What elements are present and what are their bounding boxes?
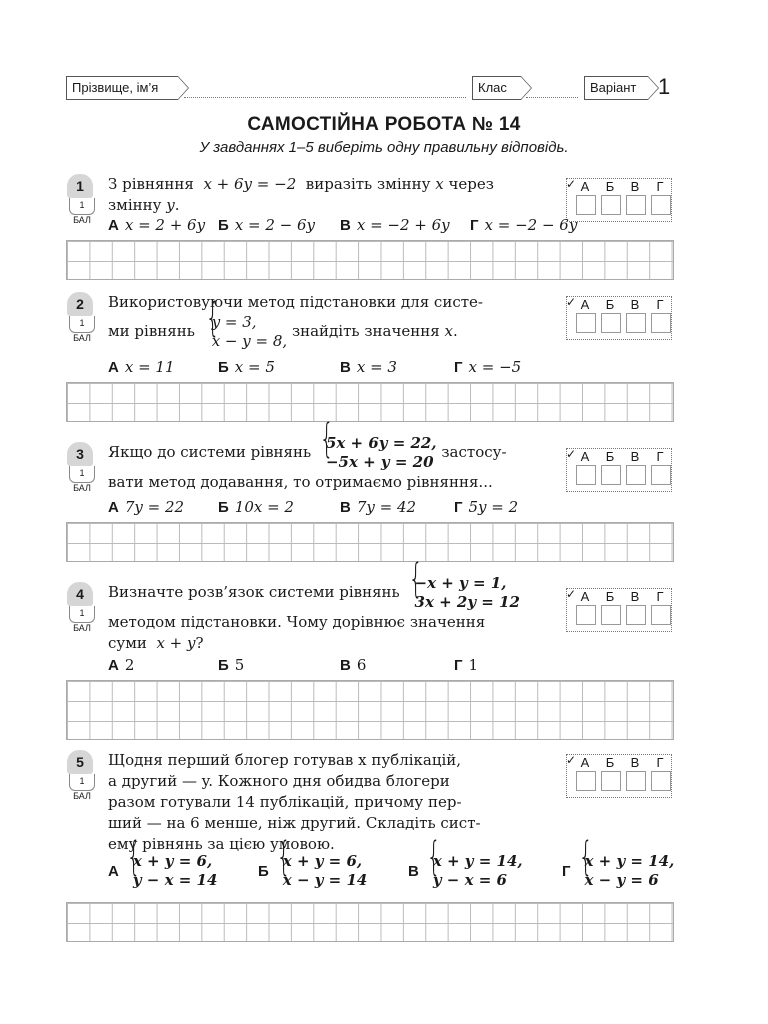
option-a: А 2 [108, 656, 135, 674]
task-badge [66, 582, 96, 633]
points-label: 1 БАЛ [69, 198, 95, 215]
q-text: а другий — y. Кожного дня обидва блогери [108, 772, 450, 790]
q-text: суми [108, 634, 147, 652]
q-text: змінну [108, 196, 162, 214]
answer-letter: Г [656, 297, 664, 312]
task-number: 3 [67, 442, 93, 466]
answer-letter: Г [656, 755, 664, 770]
q-text: знайдіть значення [291, 322, 440, 340]
question-text: Використовуючи метод підстановки для систе- ми рівнянь { y = 3, x − y = 8, знайдіть значення x. [108, 292, 548, 351]
q-text: Визначте розв’язок системи рівнянь [108, 583, 400, 601]
answer-grid[interactable] [66, 240, 674, 280]
answer-cell-g[interactable] [651, 313, 671, 333]
variant-label: Варіант [590, 80, 637, 95]
page-title: САМОСТІЙНА РОБОТА № 14 [247, 114, 521, 135]
answer-cell-b[interactable] [601, 465, 621, 485]
answer-letter: А [580, 449, 590, 464]
checkmark-icon: ✓ [566, 447, 577, 461]
question-text [108, 434, 548, 493]
q-text: ему рівнянь за цією умовою. [108, 835, 335, 853]
answer-grid[interactable] [66, 902, 674, 942]
class-line [526, 97, 578, 98]
answer-letter: В [630, 755, 640, 770]
q-text: Якщо до системи рівнянь [108, 443, 312, 461]
answer-letter: А [580, 589, 590, 604]
answer-letter: В [630, 179, 640, 194]
task-badge [66, 292, 96, 343]
answer-cell-b[interactable] [601, 605, 621, 625]
option-g: Г 1 [454, 656, 479, 674]
option-a: А 7y = 22 [108, 498, 185, 516]
answer-cell-g[interactable] [651, 465, 671, 485]
answer-cell-v[interactable] [626, 465, 646, 485]
task-badge [66, 750, 96, 801]
option-g: Г{ x + y = 14, x − y = 6 [562, 852, 674, 890]
class-field[interactable] [472, 76, 521, 100]
option-b: Б{ x + y = 6, x − y = 14 [258, 852, 367, 890]
answer-letter: Б [605, 297, 615, 312]
task-number: 2 [67, 292, 93, 316]
question-text: Визначте розв’язок системи рівнянь { −x + y = 1, 3x + 2y = 12 методом підстановки. Чому дорівнює значення суми x + y? [108, 574, 548, 654]
q-text: через [448, 175, 494, 193]
answer-letter: Г [656, 449, 664, 464]
answer-box [566, 178, 672, 222]
answer-cell-a[interactable] [576, 465, 596, 485]
option-g: Г x = −5 [454, 358, 522, 376]
class-label: Клас [478, 80, 507, 95]
instructions: У завданнях 1–5 виберіть одну правильну відповідь. [199, 139, 569, 156]
option-v: В 7y = 42 [340, 498, 417, 516]
answer-cell-v[interactable] [626, 313, 646, 333]
answer-letter: Б [605, 589, 615, 604]
answer-grid[interactable] [66, 680, 674, 740]
q-text: застосу- [441, 443, 507, 461]
answer-letter: Г [656, 179, 664, 194]
q-text: методом підстановки. Чому дорівнює значення [108, 613, 486, 631]
answer-grid[interactable] [66, 382, 674, 422]
question-text: З рівняння x + 6y = −2 виразіть змінну x через змінну y. [108, 175, 494, 214]
variant-number: 1 [658, 74, 671, 99]
q-var: x [435, 175, 444, 193]
option-b: Б x = 2 − 6y [218, 216, 316, 234]
option-b: Б 5 [218, 656, 245, 674]
answer-letter: В [630, 449, 640, 464]
points-label: 1 БАЛ [69, 466, 95, 483]
option-v: В{ x + y = 14, y − x = 6 [408, 852, 523, 890]
option-b: Б x = 5 [218, 358, 275, 376]
answer-letter: А [580, 755, 590, 770]
answer-box [566, 296, 672, 340]
option-a: А x = 11 [108, 358, 175, 376]
option-g: Г x = −2 − 6y [470, 216, 578, 234]
answer-cell-a[interactable] [576, 195, 596, 215]
answer-cell-g[interactable] [651, 605, 671, 625]
answer-letter: А [580, 179, 590, 194]
answer-cell-b[interactable] [601, 771, 621, 791]
answer-grid[interactable] [66, 522, 674, 562]
header [66, 76, 682, 100]
q-equation: x + 6y = −2 [203, 175, 297, 193]
surname-label: Прізвище, ім’я [72, 80, 159, 95]
task-number: 4 [67, 582, 93, 606]
answer-letter: А [580, 297, 590, 312]
answer-cell-g[interactable] [651, 771, 671, 791]
option-v: В x = −2 + 6y [340, 216, 450, 234]
answer-cell-v[interactable] [626, 195, 646, 215]
q-var: x [444, 322, 453, 340]
q-text: Використовуючи метод підстановки для систе- [108, 293, 483, 311]
answer-cell-a[interactable] [576, 605, 596, 625]
answer-letter: Б [605, 449, 615, 464]
checkmark-icon: ✓ [566, 295, 577, 309]
answer-letter: Г [656, 589, 664, 604]
q-text: виразіть змінну [305, 175, 431, 193]
answer-letter: В [630, 297, 640, 312]
task-badge [66, 442, 96, 493]
equation-system: { −x + y = 1, 3x + 2y = 12 [407, 574, 520, 612]
q-text: ший — на 6 менше, ніж другий. Складіть сист- [108, 814, 481, 832]
answer-cell-v[interactable] [626, 605, 646, 625]
points-label: 1 БАЛ [69, 316, 95, 333]
task-badge [66, 174, 96, 225]
checkmark-icon: ✓ [566, 177, 577, 191]
option-b: Б 10x = 2 [218, 498, 294, 516]
answer-cell-v[interactable] [626, 771, 646, 791]
q-text: ми рівнянь [108, 322, 195, 340]
checkmark-icon: ✓ [566, 587, 577, 601]
surname-line [184, 97, 466, 98]
answer-letter: Б [605, 755, 615, 770]
answer-box [566, 448, 672, 492]
option-v: В x = 3 [340, 358, 397, 376]
q-expression: x + y [156, 634, 196, 652]
answer-box [566, 754, 672, 798]
task-number: 5 [67, 750, 93, 774]
answer-cell-b[interactable] [601, 195, 621, 215]
question-text [108, 750, 548, 855]
answer-cell-g[interactable] [651, 195, 671, 215]
points-label: 1 БАЛ [69, 774, 95, 791]
answer-letter: Б [605, 179, 615, 194]
equation-system: { y = 3, x − y = 8, [204, 313, 287, 351]
option-v: В 6 [340, 656, 367, 674]
points-label: 1 БАЛ [69, 606, 95, 623]
q-var: y [166, 196, 175, 214]
option-a: А{ x + y = 6, y − x = 14 [108, 852, 217, 890]
task-number: 1 [67, 174, 93, 198]
option-a: А x = 2 + 6y [108, 216, 206, 234]
q-text: Щодня перший блогер готував x публікацій, [108, 751, 462, 769]
answer-box [566, 588, 672, 632]
answer-letter: В [630, 589, 640, 604]
q-text: З рівняння [108, 175, 194, 193]
checkmark-icon: ✓ [566, 753, 577, 767]
surname-field[interactable] [66, 76, 178, 100]
variant-field [584, 76, 648, 100]
answer-cell-b[interactable] [601, 313, 621, 333]
option-g: Г 5y = 2 [454, 498, 519, 516]
q-text: разом готували 14 публікацій, причому пер- [108, 793, 462, 811]
answer-cell-a[interactable] [576, 771, 596, 791]
equation-system: { 5x + 6y = 22, −5x + y = 20 [318, 434, 437, 472]
q-text: вати метод додавання, то отримаємо рівняння... [108, 473, 493, 491]
answer-cell-a[interactable] [576, 313, 596, 333]
